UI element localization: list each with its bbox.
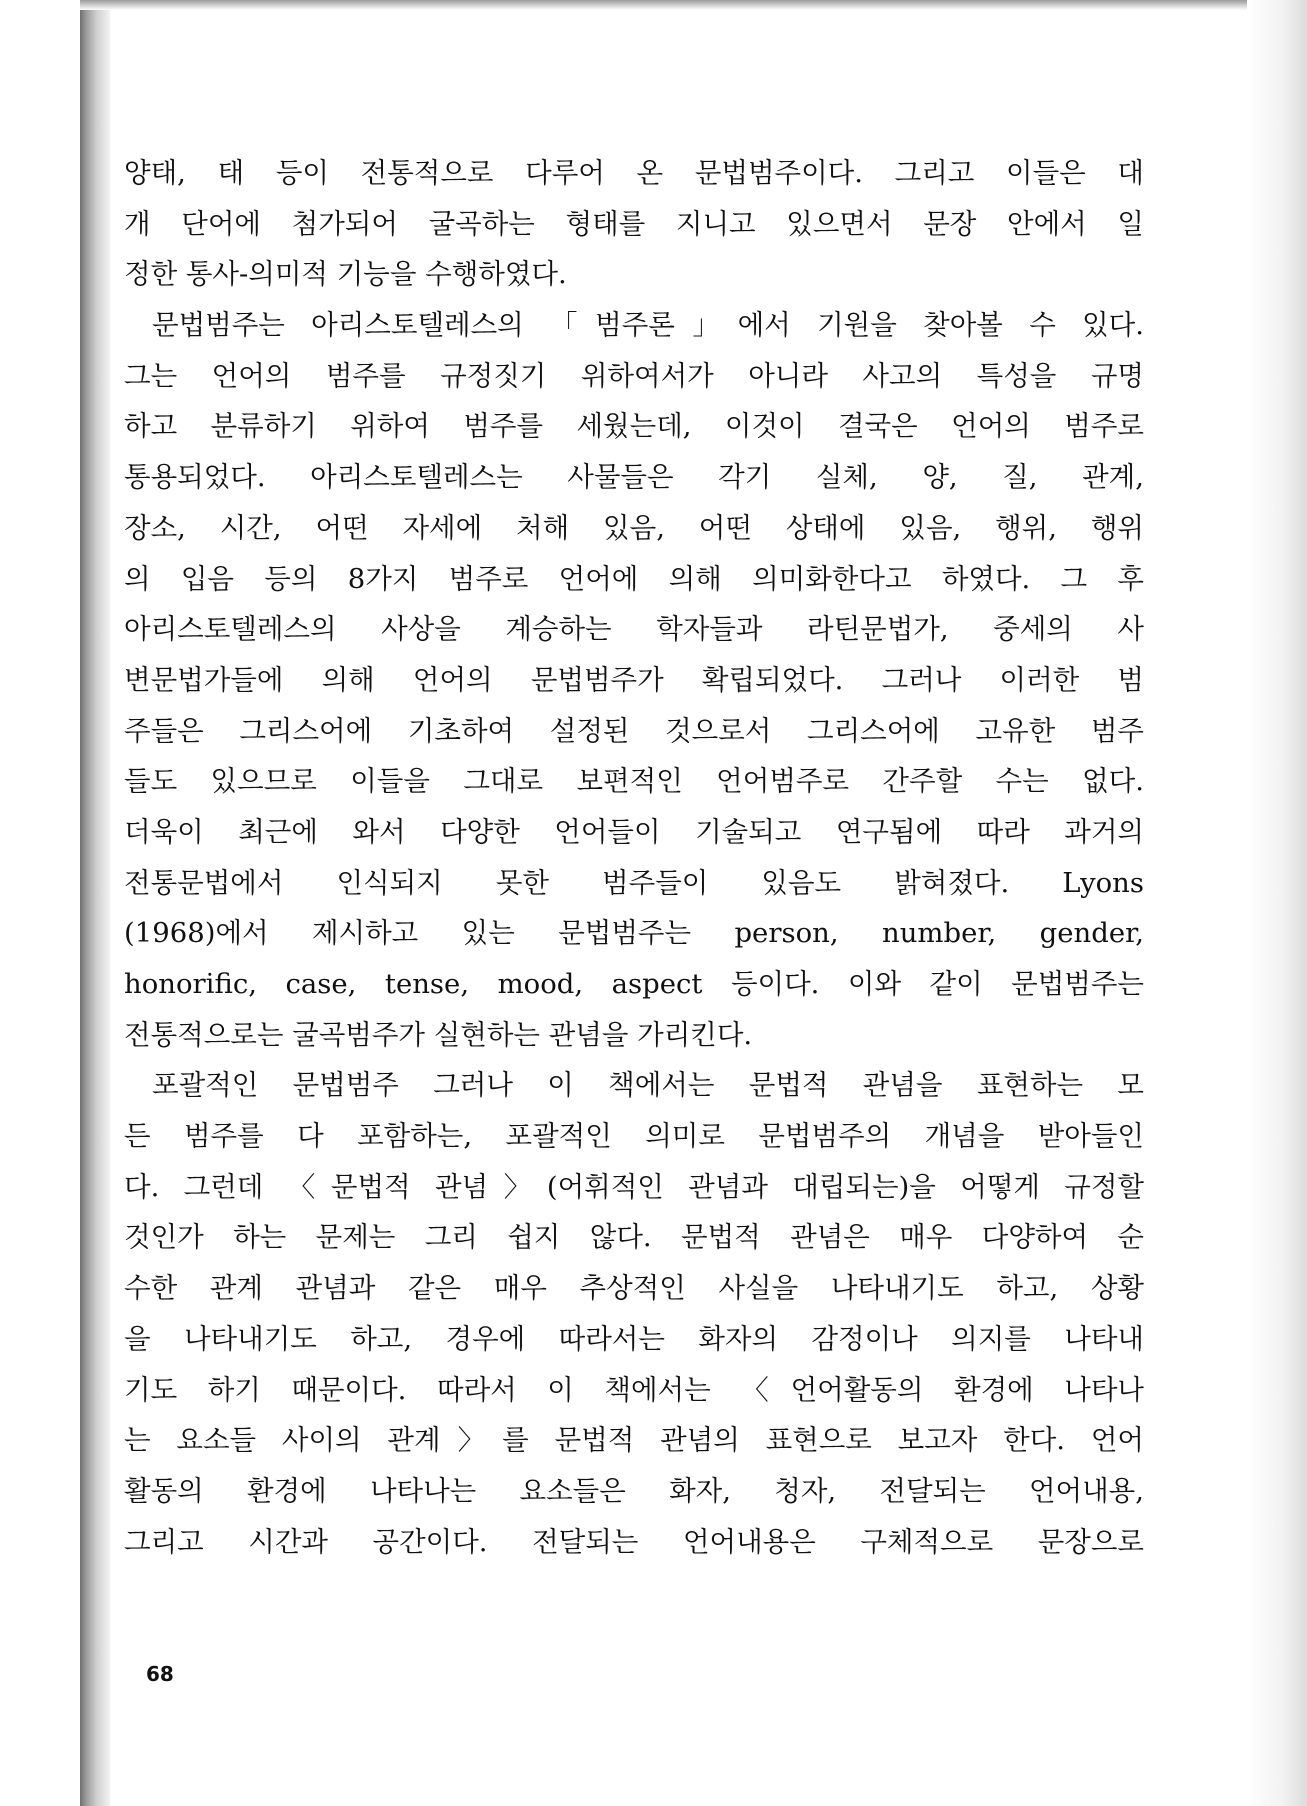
- text-line: 다. 그런데 〈문법적 관념〉(어휘적인 관념과 대립되는)을 어떻게 규정할: [124, 1170, 1144, 1203]
- text-line: (1968)에서 제시하고 있는 문법범주는 person, number, gender,: [124, 917, 1144, 950]
- page-number: 68: [146, 1662, 174, 1686]
- text-line: 는 요소들 사이의 관계〉를 문법적 관념의 표현으로 보고자 한다. 언어: [124, 1424, 1144, 1457]
- paragraph-start-line: 포괄적인 문법범주 그러나 이 책에서는 문법적 관념을 표현하는 모: [152, 1069, 1144, 1102]
- text-line: 주들은 그리스어에 기초하여 설정된 것으로서 그리스어에 고유한 범주: [124, 714, 1144, 747]
- text-line: 의 입음 등의 8가지 범주로 언어에 의해 의미화한다고 하였다. 그 후: [124, 562, 1144, 595]
- text-line: 전통문법에서 인식되지 못한 범주들이 있음도 밝혀졌다. Lyons: [124, 866, 1144, 899]
- text-line: 그는 언어의 범주를 규정짓기 위하여서가 아니라 사고의 특성을 규명: [124, 359, 1144, 392]
- text-line: 변문법가들에 의해 언어의 문법범주가 확립되었다. 그러나 이러한 범: [124, 663, 1144, 696]
- text-line: 그리고 시간과 공간이다. 전달되는 언어내용은 구체적으로 문장으로: [124, 1525, 1144, 1558]
- text-line: 아리스토텔레스의 사상을 계승하는 학자들과 라틴문법가, 중세의 사: [124, 613, 1144, 646]
- text-line: 전통적으로는 굴곡범주가 실현하는 관념을 가리킨다.: [124, 1018, 753, 1051]
- text-line: 기도 하기 때문이다. 따라서 이 책에서는 〈언어활동의 환경에 나타나: [124, 1373, 1144, 1406]
- text-line: 장소, 시간, 어떤 자세에 처해 있음, 어떤 상태에 있음, 행위, 행위: [124, 511, 1144, 544]
- text-line: 통용되었다. 아리스토텔레스는 사물들은 각기 실체, 양, 질, 관계,: [124, 461, 1144, 494]
- text-line: 정한 통사-의미적 기능을 수행하였다.: [124, 258, 567, 291]
- text-line: 활동의 환경에 나타나는 요소들은 화자, 청자, 전달되는 언어내용,: [124, 1474, 1144, 1507]
- text-line: 것인가 하는 문제는 그리 쉽지 않다. 문법적 관념은 매우 다양하여 순: [124, 1221, 1144, 1254]
- book-spine-shadow: [80, 0, 110, 1806]
- text-line: 하고 분류하기 위하여 범주를 세웠는데, 이것이 결국은 언어의 범주로: [124, 410, 1144, 443]
- paragraph-start-line: 문법범주는 아리스토텔레스의 「범주론」에서 기원을 찾아볼 수 있다.: [152, 309, 1144, 342]
- text-line: 양태, 태 등이 전통적으로 다루어 온 문법범주이다. 그리고 이들은 대: [124, 157, 1144, 189]
- text-line: 들도 있으므로 이들을 그대로 보편적인 언어범주로 간주할 수는 없다.: [124, 765, 1144, 798]
- text-line: 수한 관계 관념과 같은 매우 추상적인 사실을 나타내기도 하고, 상황: [124, 1272, 1144, 1305]
- text-line: honorific, case, tense, mood, aspect 등이다. 이와 같이 문법범주는: [124, 968, 1144, 1000]
- text-line: 개 단어에 첨가되어 굴곡하는 형태를 지니고 있으면서 문장 안에서 일: [124, 207, 1144, 240]
- text-line: 더욱이 최근에 와서 다양한 언어들이 기술되고 연구됨에 따라 과거의: [124, 815, 1144, 848]
- body-text: [124, 148, 1144, 1567]
- text-line: 을 나타내기도 하고, 경우에 따라서는 화자의 감정이나 의지를 나타내: [124, 1322, 1144, 1355]
- page-top-edge: [80, 0, 1307, 10]
- page-right-edge: [1247, 0, 1307, 1806]
- text-line: 든 범주를 다 포함하는, 포괄적인 의미로 문법범주의 개념을 받아들인: [124, 1120, 1144, 1153]
